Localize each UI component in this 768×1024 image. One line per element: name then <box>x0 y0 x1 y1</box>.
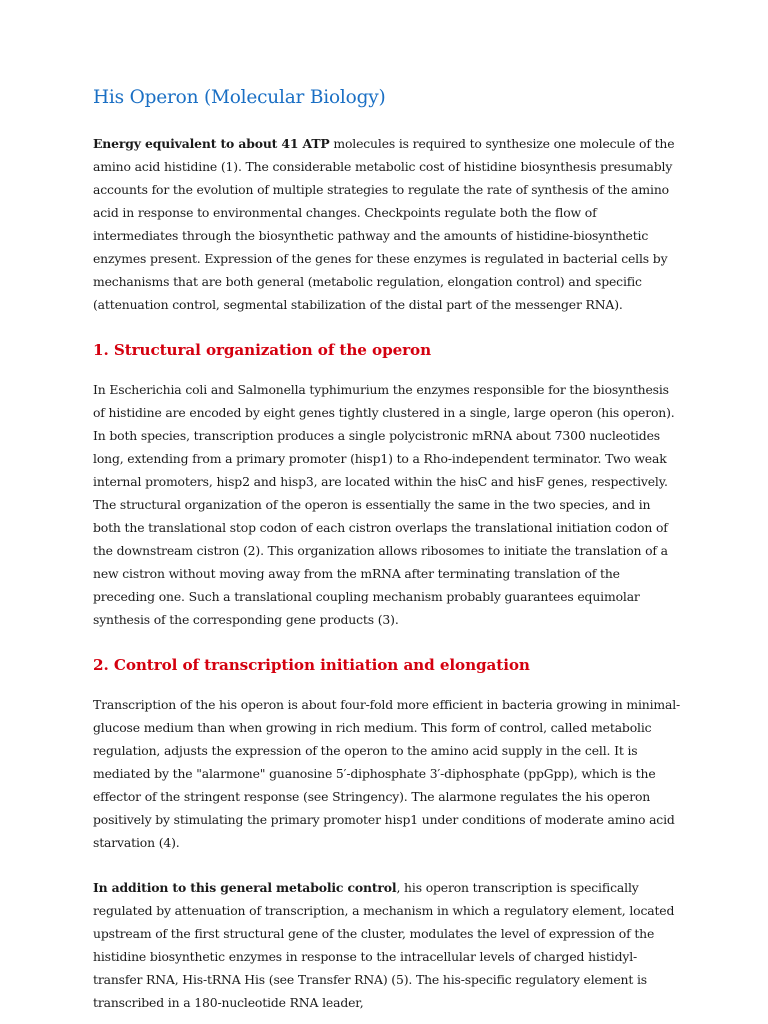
section-2-heading: 2. Control of transcription initiation and elongation <box>93 656 530 674</box>
section-2-paragraph-2-lead: In addition to this general metabolic control <box>93 880 397 895</box>
section-1-paragraph: In Escherichia coli and Salmonella typhimurium the enzymes responsible for the biosynthesis of histidine are encoded by eight genes tightly clustered in a single, large operon (his operon). In both species, transcription produces a single polycistronic mRNA about 7300 nucleotides long, extending from a primary promoter (hisp1) to a Rho-independent terminator. Two weak internal promoters, hisp2 and hisp3, are located within the hisC and hisF genes, respectively. The structural organization of the operon is essentially the same in the two species, and in both the translational stop codon of each cistron overlaps the translational initiation codon of the downstream cistron (2). This organization allows ribosomes to initiate the translation of a new cistron without moving away from the mRNA after terminating translation of the preceding one. Such a translational coupling mechanism probably guarantees equimolar synthesis of the corresponding gene products (3). <box>93 382 675 627</box>
document-page <box>93 84 681 1014</box>
document-title: His Operon (Molecular Biology) <box>93 87 386 108</box>
section-2-paragraph: Transcription of the his operon is about four-fold more efficient in bacteria growing in minimal-glucose medium than when growing in rich medium. This form of control, called metabolic regulation, adjusts the expression of the operon to the amino acid supply in the cell. It is mediated by the "alarmone" guanosine 5′-diphosphate 3′-diphosphate (ppGpp), which is the effector of the stringent response (see Stringency). The alarmone regulates the his operon positively by stimulating the primary promoter hisp1 under conditions of moderate amino acid starvation (4). <box>93 697 681 850</box>
intro-paragraph <box>93 132 681 316</box>
section-2-paragraph-2-text: , his operon transcription is specifically regulated by attenuation of transcription, a mechanism in which a regulatory element, located upstream of the first structural gene of the cluster, modulates the level of expression of the histidine biosynthetic enzymes in response to the intracellular levels of charged histidyl-transfer RNA, His-tRNA His (see Transfer RNA) (5). The his-specific regulatory element is transcribed in a 180-nucleotide RNA leader, <box>93 880 675 1010</box>
section-1-heading: 1. Structural organization of the operon <box>93 341 432 359</box>
section-2-paragraph-2 <box>93 876 681 1014</box>
intro-text: molecules is required to synthesize one molecule of the amino acid histidine (1). The considerable metabolic cost of histidine biosynthesis presumably accounts for the evolution of multiple strategies to regulate the rate of synthesis of the amino acid in response to environmental changes. Checkpoints regulate both the flow of intermediates through the biosynthetic pathway and the amounts of histidine-biosynthetic enzymes present. Expression of the genes for these enzymes is regulated in bacterial cells by mechanisms that are both general (metabolic regulation, elongation control) and specific (attenuation control, segmental stabilization of the distal part of the messenger RNA). <box>93 136 675 312</box>
intro-lead: Energy equivalent to about 41 ATP <box>93 136 330 151</box>
